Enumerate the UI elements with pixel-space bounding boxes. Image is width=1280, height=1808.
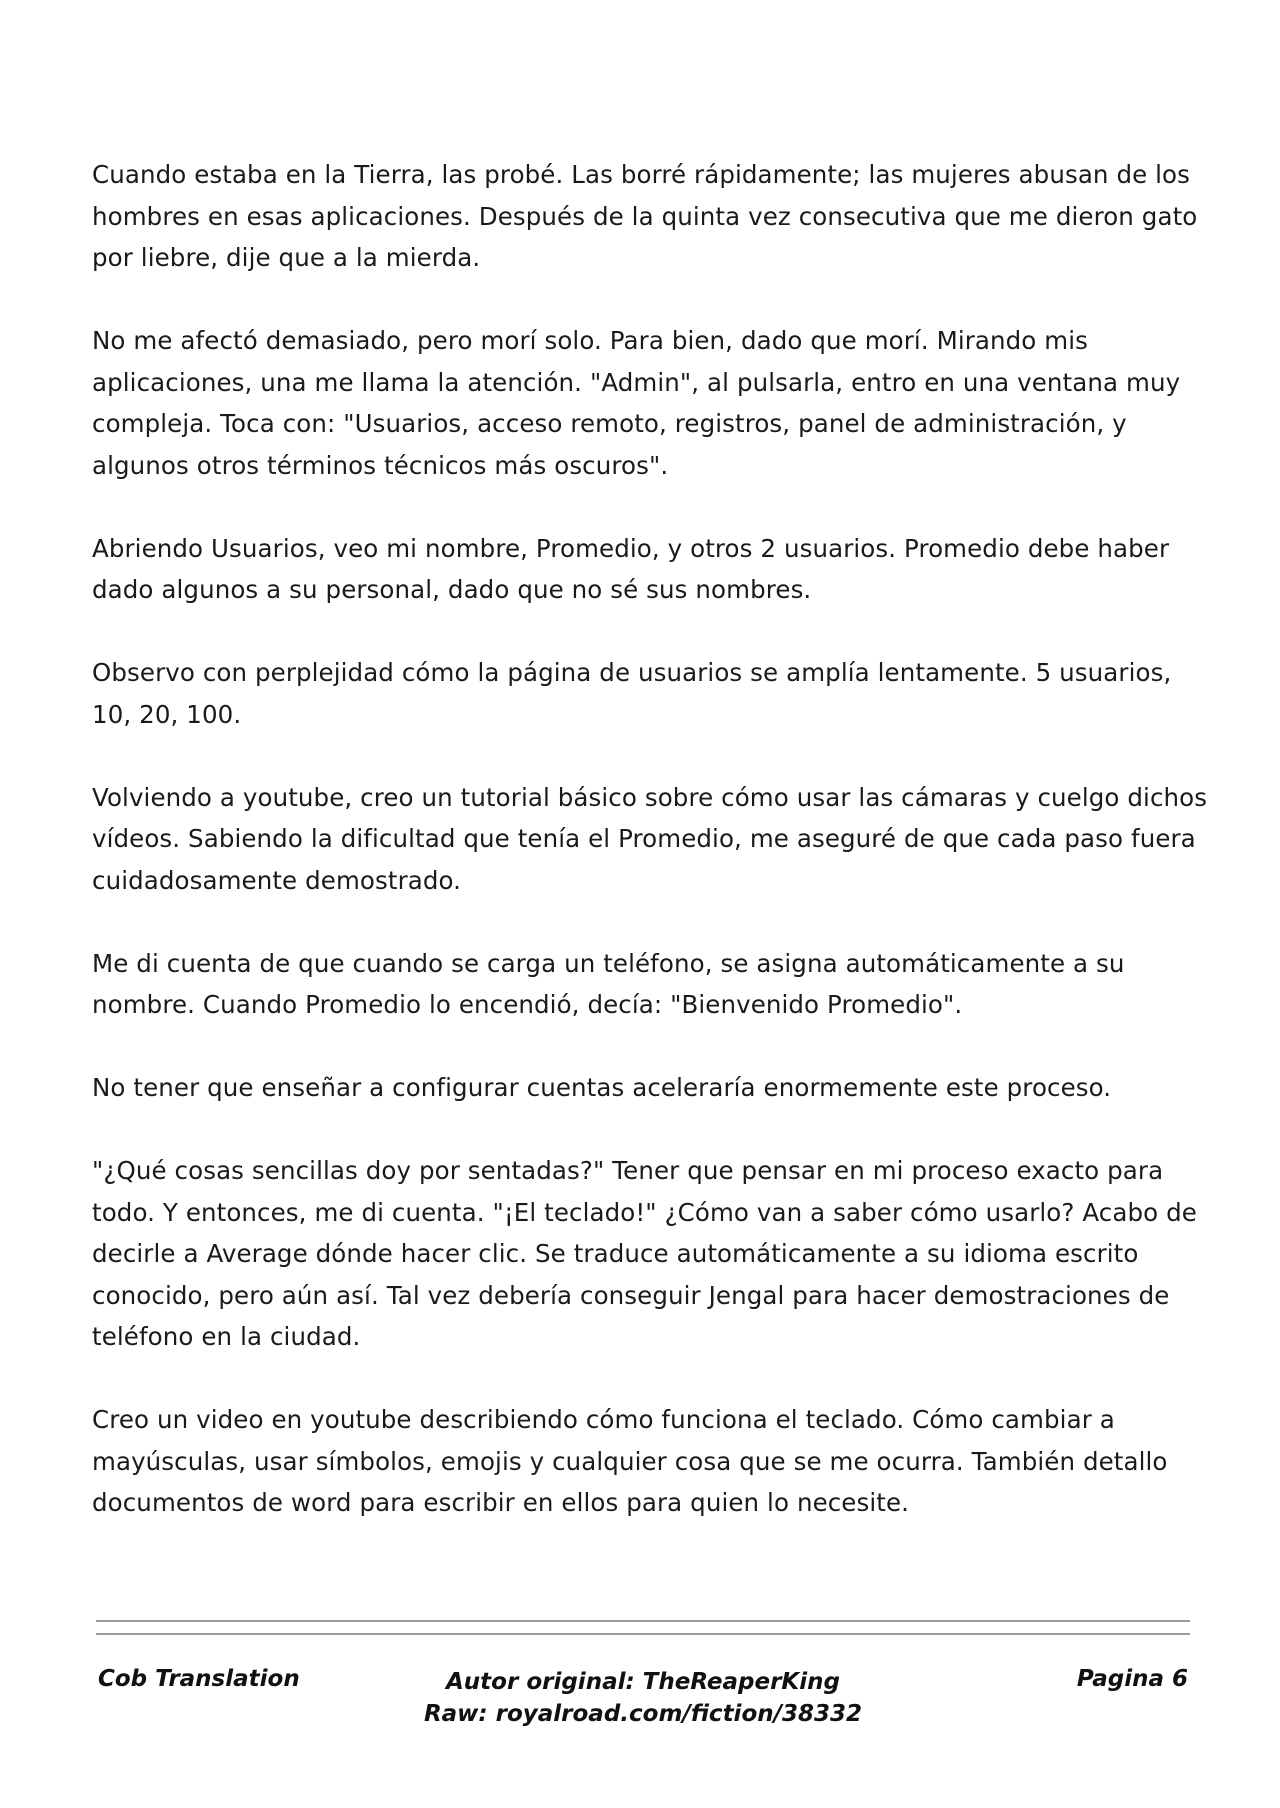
- paragraph: Volviendo a youtube, creo un tutorial básico sobre cómo usar las cámaras y cuelgo dichos vídeos. Sabiendo la dificultad que tenía el Promedio, me aseguré de que cada paso fuera cuidadosamente demostrado.: [92, 782, 1208, 895]
- paragraph: Me di cuenta de que cuando se carga un teléfono, se asigna automáticamente a su nombre. Cuando Promedio lo encendió, decía: "Bienvenido Promedio".: [92, 948, 1125, 1019]
- paragraph: No me afectó demasiado, pero morí solo. Para bien, dado que morí. Mirando mis aplicaciones, una me llama la atención. "Admin", al pulsarla, entro en una ventana muy compleja. Toca con: "Usuarios, acceso remoto, registros, panel de administración, y algunos otros términos técnicos más oscuros".: [92, 326, 1181, 480]
- paragraph: "¿Qué cosas sencillas doy por sentadas?" Tener que pensar en mi proceso exacto para todo. Y entonces, me di cuenta. "¡El teclado!" ¿Cómo van a saber cómo usarlo? Acabo de decirle a Average dónde hacer clic. Se traduce automáticamente a su idioma escrito conocido, pero aún así. Tal vez debería conseguir Jengal para hacer demostraciones de teléfono en la ciudad.: [92, 1156, 1197, 1351]
- footer-credits: [96, 1666, 1190, 1730]
- paragraph: Cuando estaba en la Tierra, las probé. Las borré rápidamente; las mujeres abusan de los hombres en esas aplicaciones. Después de la quinta vez consecutiva que me dieron gato por liebre, dije que a la mierda.: [92, 160, 1198, 272]
- footer-author: Autor original: TheReaperKing: [446, 1669, 840, 1695]
- paragraph: Creo un video en youtube describiendo cómo funciona el teclado. Cómo cambiar a mayúsculas, usar símbolos, emojis y cualquier cosa que se me ocurra. También detallo documentos de word para escribir en ellos para quien lo necesite.: [92, 1405, 1168, 1517]
- page-number: Pagina 6: [1076, 1666, 1188, 1692]
- footer-rule-bottom: [96, 1633, 1190, 1635]
- footer-translator: Cob Translation: [98, 1666, 300, 1692]
- page-footer: [96, 1666, 1190, 1746]
- paragraph: No tener que enseñar a configurar cuentas aceleraría enormemente este proceso.: [92, 1073, 1112, 1102]
- footer-rule-top: [96, 1620, 1190, 1622]
- paragraph: Observo con perplejidad cómo la página de usuarios se amplía lentamente. 5 usuarios, 10, 20, 100.: [92, 658, 1172, 729]
- paragraph: Abriendo Usuarios, veo mi nombre, Promedio, y otros 2 usuarios. Promedio debe haber dado algunos a su personal, dado que no sé sus nombres.: [92, 533, 1170, 604]
- footer-divider: [96, 1620, 1190, 1635]
- body-text: [92, 154, 1212, 1565]
- footer-raw-link: Raw: royalroad.com/fiction/38332: [423, 1701, 863, 1727]
